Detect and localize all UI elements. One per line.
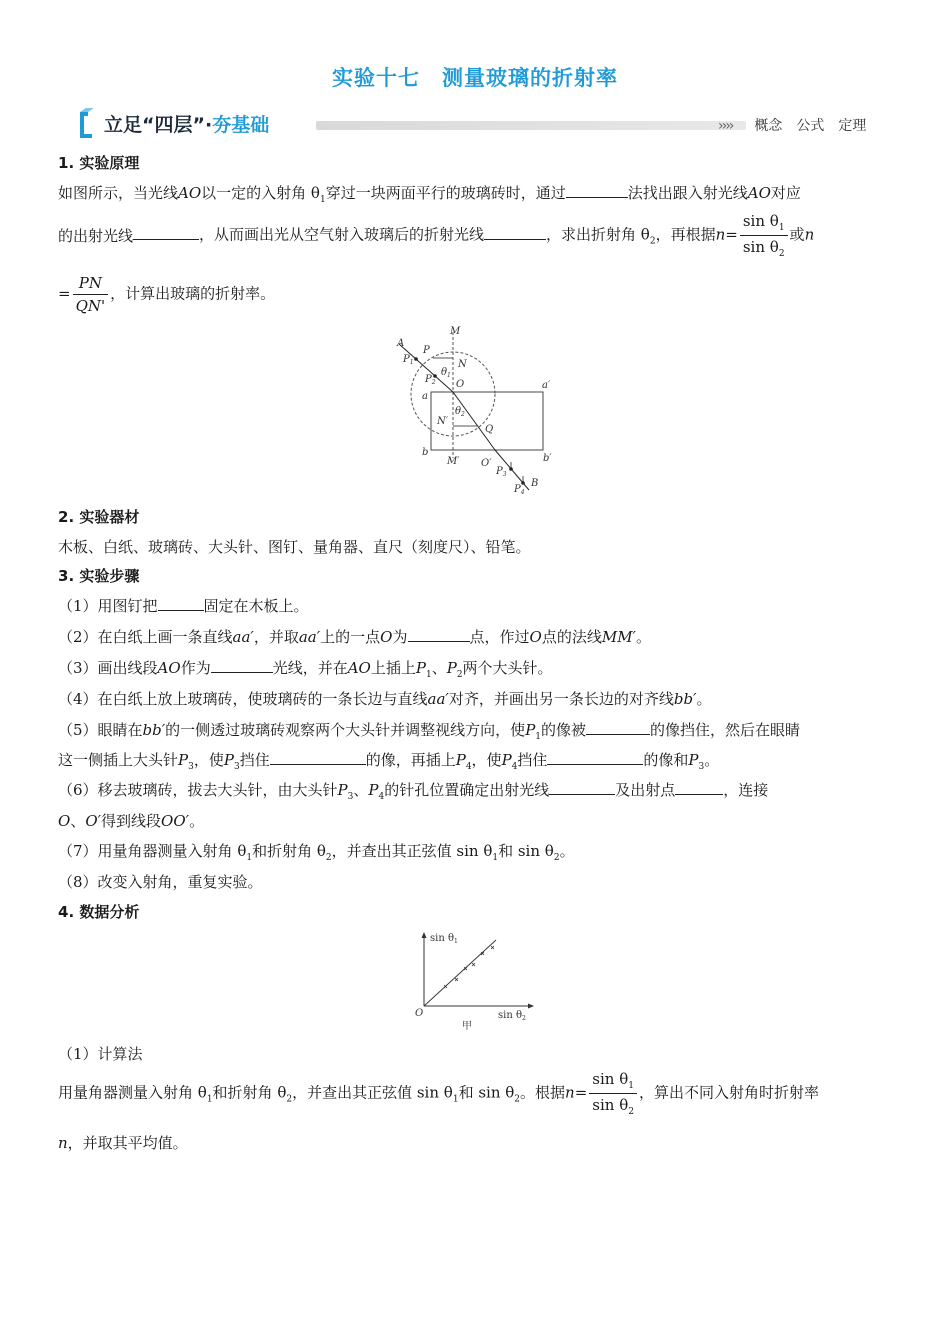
text: O bbox=[58, 812, 71, 830]
refraction-diagram bbox=[395, 322, 555, 500]
equipment-line: 木板、白纸、玻璃砖、大头针、图钉、量角器、直尺（刻度尺）、铅笔。 bbox=[58, 538, 531, 556]
text: 2 bbox=[778, 249, 785, 259]
text: 用量角器测量入射角 θ bbox=[58, 1083, 207, 1102]
text: 以一定的入射角 θ bbox=[201, 184, 320, 202]
label-O: O bbox=[456, 379, 465, 390]
x-axis-label bbox=[498, 1010, 526, 1022]
fill-blank[interactable] bbox=[408, 627, 470, 642]
data-point bbox=[444, 985, 447, 988]
section-1-number: 1 bbox=[58, 154, 69, 172]
section-2-title: . 实验器材 bbox=[68, 508, 140, 526]
text: 上的一点 bbox=[320, 628, 381, 646]
text: O bbox=[529, 628, 542, 646]
section-3-heading bbox=[58, 565, 139, 586]
text: θ bbox=[455, 406, 462, 417]
label-A: A bbox=[397, 338, 405, 349]
section-4-number: 4 bbox=[58, 903, 69, 921]
text: O bbox=[380, 628, 393, 646]
keyword-concept: 概念 bbox=[754, 118, 783, 134]
text: P bbox=[425, 374, 432, 385]
label-O-prime: O′ bbox=[481, 458, 492, 469]
text: 和 sin θ bbox=[498, 842, 554, 860]
text: 。 bbox=[189, 812, 205, 830]
text: 的像挡住，然后在眼睛 bbox=[650, 721, 801, 739]
text: 4 bbox=[465, 762, 472, 772]
text: 4 bbox=[520, 489, 525, 496]
text: AO bbox=[178, 184, 202, 202]
text: sin θ bbox=[742, 212, 779, 230]
fill-blank[interactable] bbox=[549, 780, 615, 795]
text: 1 bbox=[778, 223, 785, 233]
pin-p2 bbox=[433, 374, 437, 378]
text: sin θ bbox=[592, 1070, 629, 1088]
text: 作为 bbox=[180, 659, 211, 677]
fraction-denominator: QN' bbox=[75, 297, 106, 315]
text: 、 bbox=[353, 781, 369, 799]
text: 3 bbox=[347, 792, 354, 802]
text: AO bbox=[747, 184, 771, 202]
text: 3 bbox=[502, 471, 507, 478]
y-axis-label bbox=[430, 933, 458, 945]
step-6-line-2 bbox=[58, 810, 204, 831]
text: （3）画出线段 bbox=[58, 659, 158, 677]
label-a-prime: a′ bbox=[542, 380, 551, 391]
method-1-heading: （1）计算法 bbox=[58, 1045, 143, 1063]
section-1-heading bbox=[58, 152, 139, 173]
text: 为 bbox=[392, 628, 408, 646]
text: ，并查出其正弦值 sin θ bbox=[292, 1083, 453, 1102]
text: P bbox=[368, 781, 379, 799]
section-4-title: . 数据分析 bbox=[68, 903, 140, 921]
text: 对应 bbox=[770, 184, 801, 202]
step-8: （8）改变入射角，重复实验。 bbox=[58, 873, 263, 891]
text: P bbox=[525, 721, 536, 739]
text: aa′ bbox=[232, 628, 254, 646]
fill-blank[interactable] bbox=[270, 750, 366, 765]
text: ，连接 bbox=[723, 781, 769, 799]
x-axis-arrow-icon bbox=[528, 1004, 534, 1009]
text: P bbox=[403, 354, 410, 365]
text: 点的法线 bbox=[541, 628, 602, 646]
text: 2 bbox=[461, 411, 465, 418]
text: 1 bbox=[206, 1094, 213, 1105]
text: ，计算出玻璃的折射率。 bbox=[110, 284, 276, 303]
data-analysis-line-1 bbox=[58, 1070, 819, 1117]
section-2-number: 2 bbox=[58, 508, 69, 526]
section-4-heading bbox=[58, 901, 139, 922]
text: sin θ bbox=[592, 1096, 629, 1114]
text: n bbox=[804, 225, 815, 244]
text: 的一侧透过玻璃砖观察两个大头针并调整视线方向，使 bbox=[165, 721, 526, 739]
text: 1 bbox=[425, 670, 432, 680]
text: 1 bbox=[447, 372, 451, 379]
text: 1 bbox=[409, 359, 414, 366]
text: 1 bbox=[246, 853, 253, 863]
text: P bbox=[514, 484, 521, 495]
text: aa′ bbox=[298, 628, 321, 646]
text: 、 bbox=[431, 659, 447, 677]
text: 1 bbox=[319, 195, 326, 205]
text: 4 bbox=[378, 792, 385, 802]
text: 3 bbox=[233, 762, 240, 772]
text: n bbox=[565, 1083, 575, 1102]
text: 2 bbox=[431, 379, 436, 386]
text: P bbox=[501, 751, 512, 769]
step-6-line-1 bbox=[58, 779, 768, 802]
text: 这一侧插上大头针 bbox=[58, 751, 179, 769]
data-points bbox=[444, 946, 494, 988]
text: ，从而画出光从空气射入玻璃后的折射光线 bbox=[199, 225, 485, 244]
text: 或 bbox=[789, 225, 805, 244]
label-Q: Q bbox=[485, 424, 494, 435]
text: AO bbox=[157, 659, 181, 677]
label-b-prime: b′ bbox=[543, 453, 552, 464]
label-N: N bbox=[458, 359, 467, 370]
text: P bbox=[455, 751, 466, 769]
text: P bbox=[178, 751, 189, 769]
step-1 bbox=[58, 595, 309, 616]
fraction-numerator bbox=[740, 212, 788, 236]
text: 2 bbox=[286, 1094, 293, 1105]
text: 。 bbox=[696, 690, 712, 708]
principle-line-1 bbox=[58, 182, 801, 205]
step-4 bbox=[58, 688, 712, 709]
step-7 bbox=[58, 840, 575, 863]
refracted-ray bbox=[453, 392, 495, 450]
text: OO′ bbox=[161, 812, 190, 830]
text: 点，作过 bbox=[469, 628, 530, 646]
fill-blank[interactable] bbox=[675, 780, 723, 795]
banner-label bbox=[78, 110, 277, 140]
text: = bbox=[58, 284, 71, 303]
fraction-numerator: PN bbox=[73, 274, 109, 295]
section-1-title: . 实验原理 bbox=[68, 154, 140, 172]
text: ，并取其平均值。 bbox=[67, 1134, 188, 1152]
text: 的像，再插上 bbox=[365, 751, 456, 769]
text: aa′ bbox=[427, 690, 449, 708]
label-theta2 bbox=[455, 406, 465, 418]
banner-label-a: 立足 bbox=[104, 114, 143, 136]
fill-blank[interactable] bbox=[566, 183, 628, 198]
text: （2）在白纸上画一条直线 bbox=[58, 628, 233, 646]
text: P bbox=[337, 781, 348, 799]
fill-blank[interactable] bbox=[133, 225, 199, 240]
data-point bbox=[491, 946, 494, 949]
text: P bbox=[223, 751, 234, 769]
text: 1 bbox=[452, 1094, 459, 1105]
step-3 bbox=[58, 657, 553, 680]
y-axis-arrow-icon bbox=[422, 932, 427, 938]
text: （5）眼睛在 bbox=[58, 721, 143, 739]
keyword-formula: 公式 bbox=[796, 118, 825, 134]
text: 2 bbox=[456, 670, 463, 680]
fill-blank[interactable] bbox=[211, 658, 273, 673]
text: 光线，并在 bbox=[272, 659, 348, 677]
fill-blank[interactable] bbox=[158, 596, 204, 611]
text: 挡住 bbox=[517, 751, 548, 769]
banner-keywords bbox=[718, 115, 866, 135]
label-P4 bbox=[513, 484, 525, 496]
text: 1 bbox=[628, 1081, 634, 1091]
label-M-prime: M′ bbox=[447, 456, 460, 467]
text: （6）移去玻璃砖，拔去大头针，由大头针 bbox=[58, 781, 338, 799]
text: bb′ bbox=[673, 690, 697, 708]
text: 。根据 bbox=[520, 1083, 566, 1102]
data-point bbox=[472, 963, 475, 966]
sin-graph bbox=[412, 928, 542, 1032]
text: 挡住 bbox=[239, 751, 270, 769]
text: sin θ bbox=[430, 933, 454, 944]
text: 2 bbox=[521, 1015, 526, 1022]
text: 和 sin θ bbox=[458, 1083, 515, 1102]
text: 及出射点 bbox=[615, 781, 676, 799]
text: sin θ bbox=[498, 1010, 522, 1021]
step-2 bbox=[58, 626, 651, 647]
text: 3 bbox=[698, 762, 705, 772]
text: 的针孔位置确定出射光线 bbox=[384, 781, 550, 799]
text: 3 bbox=[188, 762, 194, 772]
label-theta1 bbox=[441, 367, 451, 379]
text: 的出射光线 bbox=[58, 227, 134, 245]
text: O′ bbox=[85, 812, 102, 830]
text: n bbox=[58, 1134, 68, 1152]
text: ，再根据 bbox=[655, 225, 716, 244]
fill-blank[interactable] bbox=[484, 225, 546, 240]
text: 1 bbox=[492, 853, 499, 863]
text: P bbox=[446, 659, 457, 677]
data-analysis-line-2 bbox=[58, 1132, 188, 1153]
text: θ bbox=[441, 367, 448, 378]
principle-line-2 bbox=[58, 212, 814, 259]
step-5-line-2 bbox=[58, 749, 719, 772]
section-3-number: 3 bbox=[58, 567, 69, 585]
text: （4）在白纸上放上玻璃砖，使玻璃砖的一条长边与直线 bbox=[58, 690, 428, 708]
fraction-denominator bbox=[589, 1094, 637, 1117]
ratio-fraction bbox=[73, 274, 109, 315]
figure-caption: 甲 bbox=[462, 1021, 472, 1032]
text: 1 bbox=[453, 938, 458, 945]
banner-label-b: “四层”· bbox=[142, 114, 213, 136]
text: 4 bbox=[511, 762, 518, 772]
text: ，使 bbox=[193, 751, 224, 769]
step-5-line-1 bbox=[58, 719, 800, 742]
text: = bbox=[574, 1083, 588, 1102]
text: 上插上 bbox=[370, 659, 416, 677]
text: 法找出跟入射光线 bbox=[627, 184, 748, 202]
snell-fraction bbox=[589, 1070, 637, 1117]
text: 2 bbox=[514, 1094, 521, 1105]
text: 的像和 bbox=[643, 751, 689, 769]
principle-line-3 bbox=[58, 274, 275, 315]
fraction-denominator bbox=[740, 236, 788, 259]
text: 2 bbox=[553, 853, 560, 863]
text: ，使 bbox=[471, 751, 502, 769]
label-N-prime: N′ bbox=[437, 416, 449, 427]
text: bb′ bbox=[142, 721, 166, 739]
text: （7）用量角器测量入射角 θ bbox=[58, 842, 247, 860]
label-P3 bbox=[495, 466, 507, 478]
text: 。 bbox=[704, 751, 720, 769]
text: 和折射角 θ bbox=[212, 1083, 287, 1102]
text: 固定在木板上。 bbox=[203, 597, 309, 615]
page-title: 实验十七 测量玻璃的折射率 bbox=[332, 66, 618, 90]
text: ，并查出其正弦值 sin θ bbox=[331, 842, 493, 860]
section-3-title: . 实验步骤 bbox=[68, 567, 140, 585]
text: 2 bbox=[325, 853, 332, 863]
banner-divider-bar bbox=[316, 121, 746, 130]
text: 2 bbox=[628, 1107, 634, 1117]
fill-blank[interactable] bbox=[547, 750, 643, 765]
text: （1）用图钉把 bbox=[58, 597, 158, 615]
text: n bbox=[715, 225, 726, 244]
text: 对齐，并画出另一条长边的对齐线 bbox=[448, 690, 674, 708]
text: 得到线段 bbox=[101, 812, 162, 830]
text: ，算出不同入射角时折射率 bbox=[639, 1083, 820, 1102]
label-M: M bbox=[450, 326, 461, 337]
section-banner bbox=[78, 108, 878, 144]
label-B: B bbox=[531, 478, 539, 489]
label-a: a bbox=[422, 391, 428, 402]
text: 。 bbox=[635, 628, 651, 646]
fit-line bbox=[424, 940, 496, 1006]
text: 的像被 bbox=[541, 721, 587, 739]
text: 、 bbox=[70, 812, 86, 830]
chevrons-icon: ›››› bbox=[718, 118, 733, 134]
text: P bbox=[688, 751, 699, 769]
label-P: P bbox=[423, 345, 430, 356]
text: ，并取 bbox=[253, 628, 299, 646]
data-point bbox=[455, 978, 458, 981]
text: 两个大头针。 bbox=[462, 659, 553, 677]
text: 如图所示，当光线 bbox=[58, 184, 179, 202]
text: P bbox=[415, 659, 426, 677]
text: ，求出折射角 θ bbox=[546, 225, 650, 244]
banner-label-c: 夯基础 bbox=[212, 114, 270, 136]
keyword-theorem: 定理 bbox=[838, 118, 867, 134]
text: 穿过一块两面平行的玻璃砖时，通过 bbox=[325, 184, 566, 202]
text: = bbox=[725, 225, 738, 244]
label-b: b bbox=[422, 447, 429, 458]
text: sin θ bbox=[742, 238, 779, 256]
pin-p1 bbox=[414, 357, 418, 361]
fraction-numerator bbox=[589, 1070, 637, 1094]
origin-label: O bbox=[415, 1008, 424, 1019]
text: P bbox=[496, 466, 503, 477]
snell-fraction bbox=[740, 212, 788, 259]
text: 。 bbox=[559, 842, 575, 860]
text: 1 bbox=[535, 732, 542, 742]
section-2-heading bbox=[58, 506, 139, 527]
fill-blank[interactable] bbox=[586, 720, 650, 735]
text: MM′ bbox=[601, 628, 636, 646]
text: 2 bbox=[649, 236, 656, 247]
text: AO bbox=[347, 659, 371, 677]
text: 和折射角 θ bbox=[252, 842, 326, 860]
